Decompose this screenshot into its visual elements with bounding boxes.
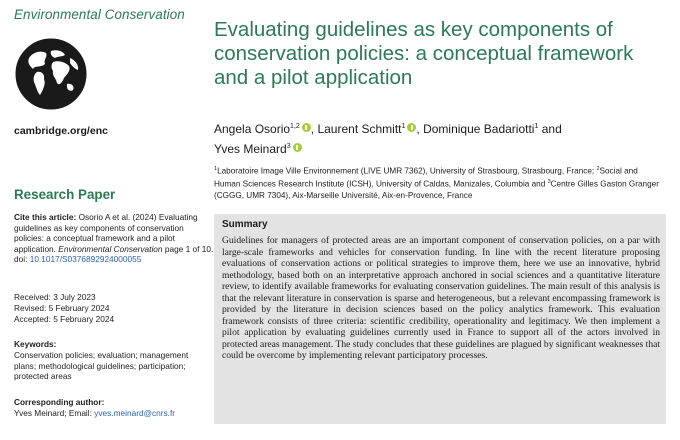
journal-name: Environmental Conservation xyxy=(14,7,185,22)
corresponding-author-label: Corresponding author: xyxy=(14,397,105,407)
journal-url[interactable]: cambridge.org/enc xyxy=(14,125,108,137)
cite-label: Cite this article: xyxy=(14,212,77,222)
author-name: Yves Meinard xyxy=(214,142,287,156)
affil-sup: 3 xyxy=(547,179,551,186)
article-dates xyxy=(14,292,114,324)
revised-date: Revised: 5 February 2024 xyxy=(14,302,110,313)
author-name: Laurent Schmitt xyxy=(317,122,402,136)
citation-block xyxy=(14,212,214,265)
author-list: Angela Osorio$^{1,2}$ , Laurent Schmitt$^1$ , Dominique Badariotti$^1$ and Yves Meinard$^3$ xyxy=(214,122,562,156)
corresponding-author xyxy=(14,408,175,418)
received-date: Received: 3 July 2023 xyxy=(14,292,96,302)
paper-type-label: Research Paper xyxy=(14,187,116,202)
summary-heading: Summary xyxy=(222,219,268,230)
accepted-date: Accepted: 5 February 2024 xyxy=(14,313,115,324)
author-name: Angela Osorio xyxy=(214,122,291,136)
affiliation-text: Laboratoire Image Ville Environnement (LIVE UMR 7362), University of Strasbourg, Strasbourg, France; xyxy=(217,166,595,176)
and-word: and xyxy=(541,122,562,136)
affiliations xyxy=(214,164,664,201)
orcid-icon[interactable] xyxy=(302,123,311,132)
cite-title: Evaluating guidelines as key components of conservation policies: a conceptual framework and a pilot application. xyxy=(14,212,198,254)
keywords-label: Keywords: xyxy=(14,339,57,349)
author-affil-sup: 3 xyxy=(286,143,291,150)
affiliation-text: Centre Gilles Gaston Granger (CGGG, UMR 7304), Aix-Marseille Université, Aix-en-Provence, France xyxy=(214,179,659,201)
affil-sup: 1 xyxy=(214,166,218,172)
cite-doi-link[interactable]: 10.1017/S0376892924000055 xyxy=(29,254,142,265)
summary-text: Guidelines for managers of protected areas are an important component of conservation policies, on a par with large-scale frameworks and vehicles for conservation funding. In line with the recent literature proposing evaluations of conservation actions or political strategies to improve them, here we use an innovative, hybrid methodology, based both on an interpretative approach anchored in social sciences and a quantitative literature review, to identify available frameworks for evaluating conservation guidelines. The main result of this analysis is that the relevant literature in conservation is sparse and heterogeneous, but a relevant encompassing framework is provided by the literature in decision sciences based on the policy analytics framework. This evaluation framework consists of three criteria: scientific credibility, operationality and legitimacy. We then implement a pilot application by evaluating guidelines currently used in France to support all of the actors involved in protected areas management. The study concludes that these guidelines are plagued by significant weaknesses that could be overcome by implementing relevant participatory processes. xyxy=(222,235,660,362)
corresponding-email-link[interactable]: yves.meinard@cnrs.fr xyxy=(94,408,176,418)
affil-sup: 2 xyxy=(596,166,600,172)
cite-authors: Osorio A et al. (2024) xyxy=(78,212,157,222)
summary-box xyxy=(214,214,666,424)
corresponding-name: Yves Meinard; Email: xyxy=(14,408,92,418)
affiliation-text: Social and Human Sciences Research Institute (ICSH), University of Caldas, Manizales, Columbia and xyxy=(214,166,638,189)
article-title: Evaluating guidelines as key components of conservation policies: a conceptual framework and a pilot application xyxy=(214,18,634,89)
author-name: Dominique Badariotti xyxy=(423,122,535,136)
author-affil-sup: 1 xyxy=(534,123,539,130)
keywords-text: Conservation policies; evaluation; management plans; methodological guidelines; participation; protected areas xyxy=(14,350,189,382)
orcid-icon[interactable] xyxy=(407,123,416,132)
orcid-icon[interactable] xyxy=(293,143,302,152)
author-affil-sup: 1 xyxy=(401,123,406,130)
cite-journal: Environmental Conservation xyxy=(58,243,163,254)
author-affil-sup: 1,2 xyxy=(290,123,300,130)
globe-logo-icon xyxy=(15,38,87,110)
cite-pages: page 1 of 10. doi: xyxy=(14,243,214,265)
